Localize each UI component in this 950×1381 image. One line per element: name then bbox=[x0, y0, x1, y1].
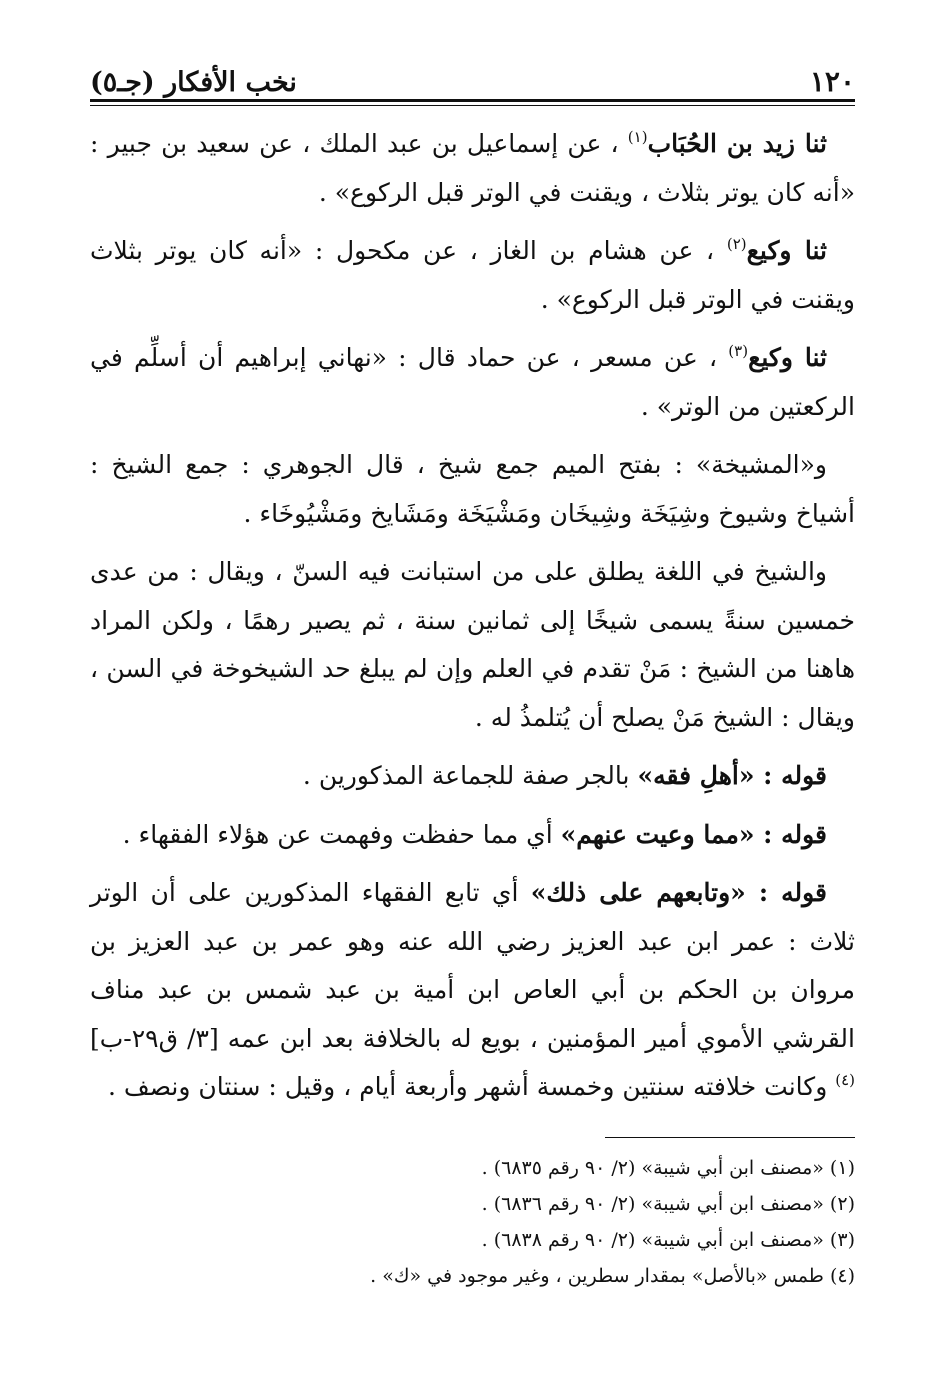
narrator-lead: ثنا زيد بن الحُبَاب bbox=[647, 129, 827, 158]
footnote-ref-3: (٣) bbox=[728, 342, 749, 360]
quote-lead: قوله : «مما وعيت عنهم» bbox=[560, 819, 827, 849]
footnote-separator bbox=[605, 1137, 855, 1138]
paragraph-text: ، عن إسماعيل بن عبد الملك ، عن سعيد بن جبير : «أنه كان يوتر بثلاث ، ويقنت في الوتر قبل الركوع» . bbox=[90, 129, 855, 207]
paragraph-7 bbox=[90, 811, 855, 860]
page-header bbox=[90, 58, 855, 98]
page-number: ١٢٠ bbox=[809, 65, 855, 98]
footnote-ref-4: (٤) bbox=[835, 1071, 855, 1089]
paragraph-6 bbox=[90, 752, 855, 801]
header-rule-thin bbox=[90, 105, 855, 106]
running-title: نخب الأفكار (جـ٥) bbox=[90, 67, 297, 98]
paragraph-1 bbox=[90, 120, 855, 217]
paragraph-text: بالجر صفة للجماعة المذكورين . bbox=[302, 761, 638, 790]
main-text bbox=[90, 120, 855, 1122]
paragraph-8 bbox=[90, 869, 855, 1112]
footnote-3: (٣) «مصنف ابن أبي شيبة» (٢/ ٩٠ رقم ٦٨٣٨) . bbox=[481, 1229, 855, 1251]
paragraph-text: ، عن هشام بن الغاز ، عن مكحول : «أنه كان يوتر بثلاث ويقنت في الوتر قبل الركوع» . bbox=[90, 236, 855, 314]
paragraph-text: أي مما حفظت وفهمت عن هؤلاء الفقهاء . bbox=[122, 819, 561, 849]
footnote-2: (٢) «مصنف ابن أبي شيبة» (٢/ ٩٠ رقم ٦٨٣٦) . bbox=[481, 1193, 855, 1215]
paragraph-5: والشيخ في اللغة يطلق على من استبانت فيه السنّ ، ويقال : من عدى خمسين سنةً يسمى شيخًا إلى ثمانين سنة ، ثم يصير رهمًا ، ولكن المراد هاهنا من الشيخ : مَنْ تقدم في العلم وإن لم يبلغ حد الشيخوخة في السن ، ويقال : الشيخ مَنْ يصلح أن يُتلمذُ له . bbox=[90, 557, 855, 732]
quote-lead: قوله : «أهلِ فقه» bbox=[637, 761, 827, 790]
quote-lead: قوله : «وتابعهم على ذلك» bbox=[530, 878, 827, 907]
footnotes bbox=[90, 1150, 855, 1294]
footnote-ref-1: (١) bbox=[627, 128, 648, 146]
paragraph-text: أي تابع الفقهاء المذكورين على أن الوتر ثلاث : عمر ابن عبد العزيز رضي الله عنه وهو عمر بن عبد العزيز بن مروان بن الحكم بن أبي العاص ابن أمية بن عبد شمس بن عبد مناف القرشي الأموي أمير المؤمنين ، بويع له بالخلافة بعد ابن عمه [٣/ ق٢٩-ب] bbox=[90, 878, 855, 1053]
paragraph-2 bbox=[90, 227, 855, 324]
footnote-1: (١) «مصنف ابن أبي شيبة» (٢/ ٩٠ رقم ٦٨٣٥) . bbox=[481, 1157, 855, 1179]
narrator-lead: ثنا وكيع bbox=[746, 236, 828, 265]
narrator-lead: ثنا وكيع bbox=[748, 343, 827, 372]
paragraph-4: و«المشيخة» : بفتح الميم جمع شيخ ، قال الجوهري : جمع الشيخ : أشياخ وشيوخ وشِيَخَة وشِيخَان ومَشْيَخَة ومَشَايخ ومَشْيُوخَاء . bbox=[90, 450, 855, 528]
footnote-ref-2: (٢) bbox=[726, 235, 747, 253]
header-rule bbox=[90, 99, 855, 102]
paragraph-text: وكانت خلافته سنتين وخمسة أشهر وأربعة أيام ، وقيل : سنتان ونصف . bbox=[107, 1072, 836, 1101]
paragraph-text: ، عن مسعر ، عن حماد قال : «نهاني إبراهيم أن أسلِّم في الركعتين من الوتر» . bbox=[90, 343, 855, 421]
paragraph-3 bbox=[90, 334, 855, 431]
footnote-4: (٤) طمس «بالأصل» بمقدار سطرين ، وغير موجود في «ك» . bbox=[370, 1265, 855, 1287]
